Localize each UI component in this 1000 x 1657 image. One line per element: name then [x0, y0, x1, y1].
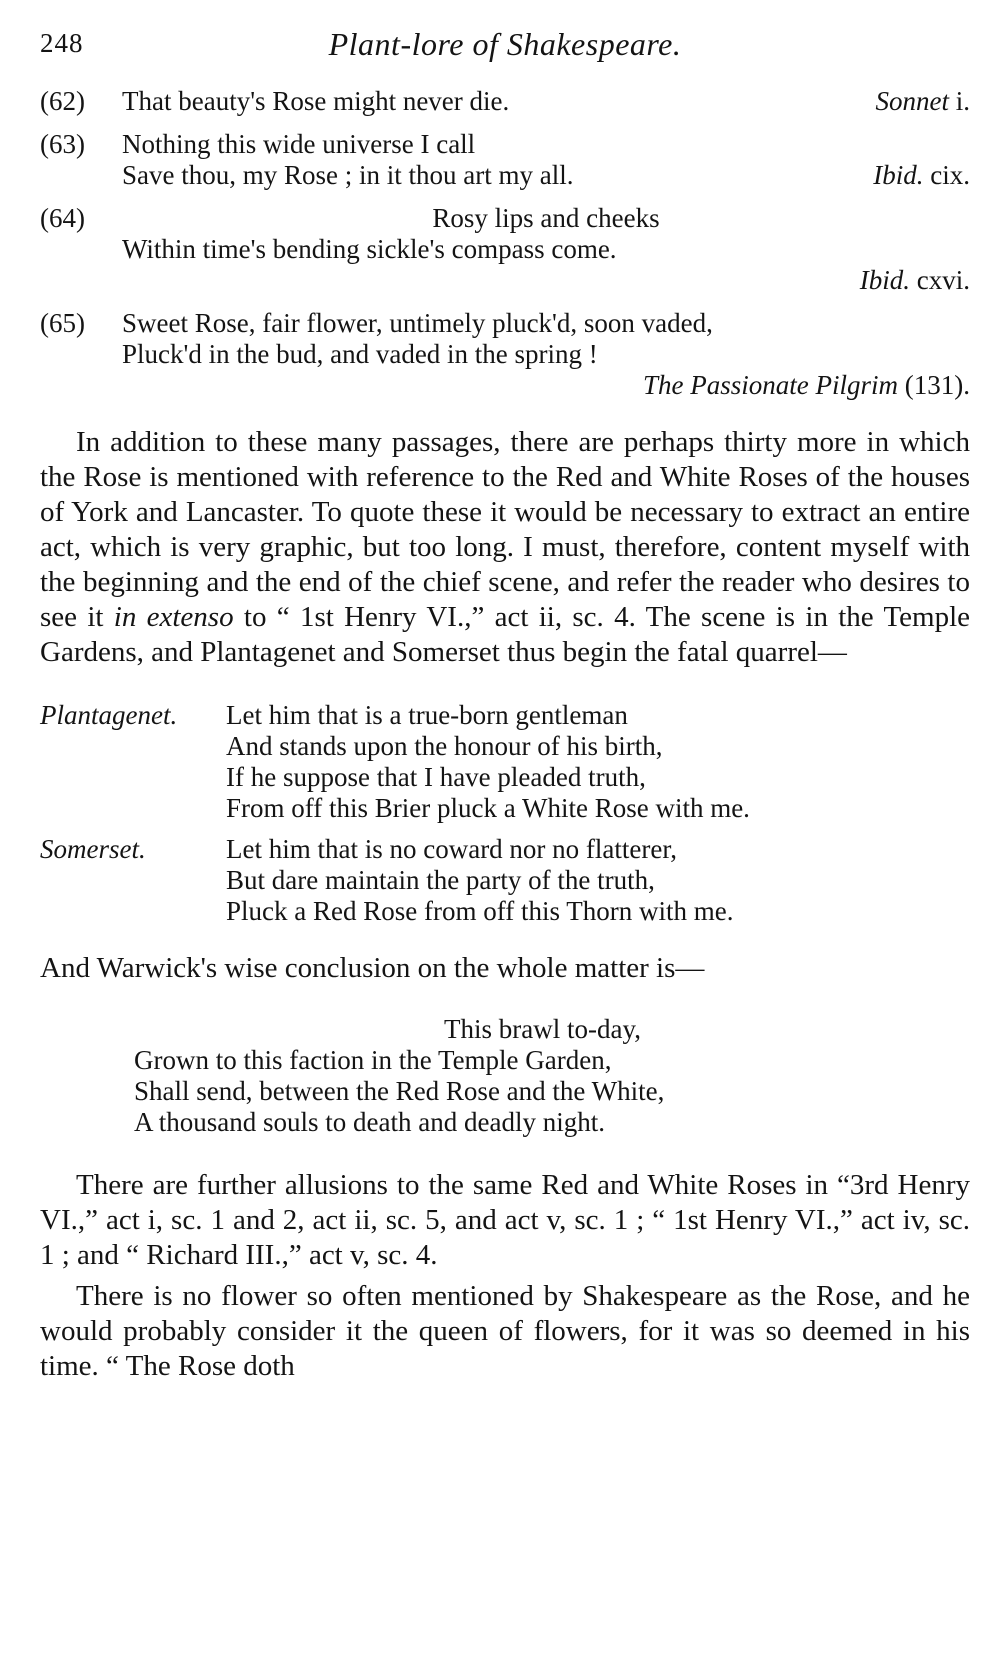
warwick-intro: And Warwick's wise conclusion on the whole matter is— [40, 952, 705, 984]
source-title: Ibid. [859, 265, 910, 295]
quotation-text: Within time's bending sickle's compass come. [122, 234, 617, 264]
source-ref: i. [955, 86, 970, 116]
quotation-text: Rosy lips and cheeks [432, 203, 660, 233]
quotation-line [122, 86, 970, 117]
source-title: Sonnet [875, 86, 949, 116]
speaker-name: Plantagenet. [40, 700, 178, 730]
quotation-source [873, 160, 970, 191]
dialogue-block [40, 700, 970, 927]
quotation-line [122, 160, 970, 191]
quotation-text: Save thou, my Rose ; in it thou art my all. [122, 160, 574, 190]
verse-line: Let him that is a true-born gentleman [226, 700, 628, 730]
source-ref: cxvi. [916, 265, 970, 295]
quotation-text: Sweet Rose, fair flower, untimely pluck'd, soon vaded, [122, 308, 713, 338]
quotation-number: (65) [40, 308, 85, 338]
page-header [40, 18, 970, 74]
source-title: Ibid. [873, 160, 924, 190]
body-paragraph-2: There are further allusions to the same Red and White Roses in “3rd Henry VI.,” act i, sc. 1 and 2, act ii, sc. 5, and act v, sc. 1 ; “ 1st Henry VI.,” act iv, sc. 1 ; and “ Richard III.,” act v, sc. 4. [40, 1169, 970, 1271]
quotation-body [122, 308, 970, 401]
quotation-source-line [122, 265, 970, 296]
quotation-body [122, 203, 970, 296]
quotation-line [122, 339, 970, 370]
quotation-64 [40, 203, 970, 296]
speaker-name: Somerset. [40, 834, 146, 864]
quotation-body [122, 129, 970, 191]
quotation-number: (64) [40, 203, 85, 233]
speech-somerset [40, 834, 970, 927]
body-paragraph-1 [40, 425, 970, 670]
paragraph-text: to “ 1st Henry VI.,” act ii, sc. 4. The scene is in the Temple Gardens, and Plantagenet and Somerset thus begin the fatal quarrel— [40, 601, 971, 668]
quotation-source [860, 265, 970, 295]
quotation-list [40, 86, 970, 401]
quotation-source [643, 370, 970, 400]
quotation-63 [40, 129, 970, 191]
speech-lines [226, 700, 970, 824]
quotation-number: (63) [40, 129, 85, 159]
verse-line: Let him that is no coward nor no flatterer, [226, 834, 678, 864]
quotation-number: (62) [40, 86, 85, 116]
paragraph-text: In addition to these many passages, there are perhaps thirty more in which the Rose is mentioned with reference to the Red and White Roses of the houses of York and Lancaster. To quote these it would be necessary to extract an entire act, which is very graphic, but too long. I must, therefore, content myself with the beginning and the end of the chief scene, and refer the reader who desires to see it [40, 426, 970, 633]
quotation-line [122, 129, 970, 160]
quotation-text: That beauty's Rose might never die. [122, 86, 510, 116]
quotation-text: Nothing this wide universe I call [122, 129, 476, 159]
source-ref: cix. [930, 160, 970, 190]
italic-phrase: in extenso [113, 601, 234, 633]
verse-line: And stands upon the honour of his birth, [226, 731, 663, 761]
verse-line: Grown to this faction in the Temple Garden, [134, 1045, 612, 1075]
quotation-line [122, 234, 970, 265]
verse-line: A thousand souls to death and deadly night. [134, 1107, 605, 1137]
verse-line: Shall send, between the Red Rose and the White, [134, 1076, 665, 1106]
body-paragraph-3: There is no flower so often mentioned by Shakespeare as the Rose, and he would probably consider it the queen of flowers, for it was so deemed in his time. “ The Rose doth [40, 1280, 970, 1382]
quotation-source [875, 86, 970, 117]
source-ref: (131). [904, 370, 970, 400]
quotation-line [122, 308, 970, 339]
verse-line: This brawl to-day, [444, 1014, 641, 1044]
quotation-62 [40, 86, 970, 117]
quotation-source-line [122, 370, 970, 401]
quotation-text: Pluck'd in the bud, and vaded in the spring ! [122, 339, 598, 369]
book-page [40, 18, 970, 1384]
quotation-body [122, 86, 970, 117]
quotation-65 [40, 308, 970, 401]
verse-line: Pluck a Red Rose from off this Thorn with me. [226, 896, 734, 926]
verse-line: But dare maintain the party of the truth, [226, 865, 655, 895]
speech-lines [226, 834, 970, 927]
warwick-verse [134, 1014, 970, 1138]
verse-line: From off this Brier pluck a White Rose with me. [226, 793, 750, 823]
speech-plantagenet [40, 700, 970, 824]
page-number: 248 [40, 28, 84, 58]
quotation-line [122, 203, 970, 234]
verse-line: If he suppose that I have pleaded truth, [226, 762, 646, 792]
source-title: The Passionate Pilgrim [643, 370, 899, 400]
running-title: Plant-lore of Shakespeare. [328, 26, 682, 62]
